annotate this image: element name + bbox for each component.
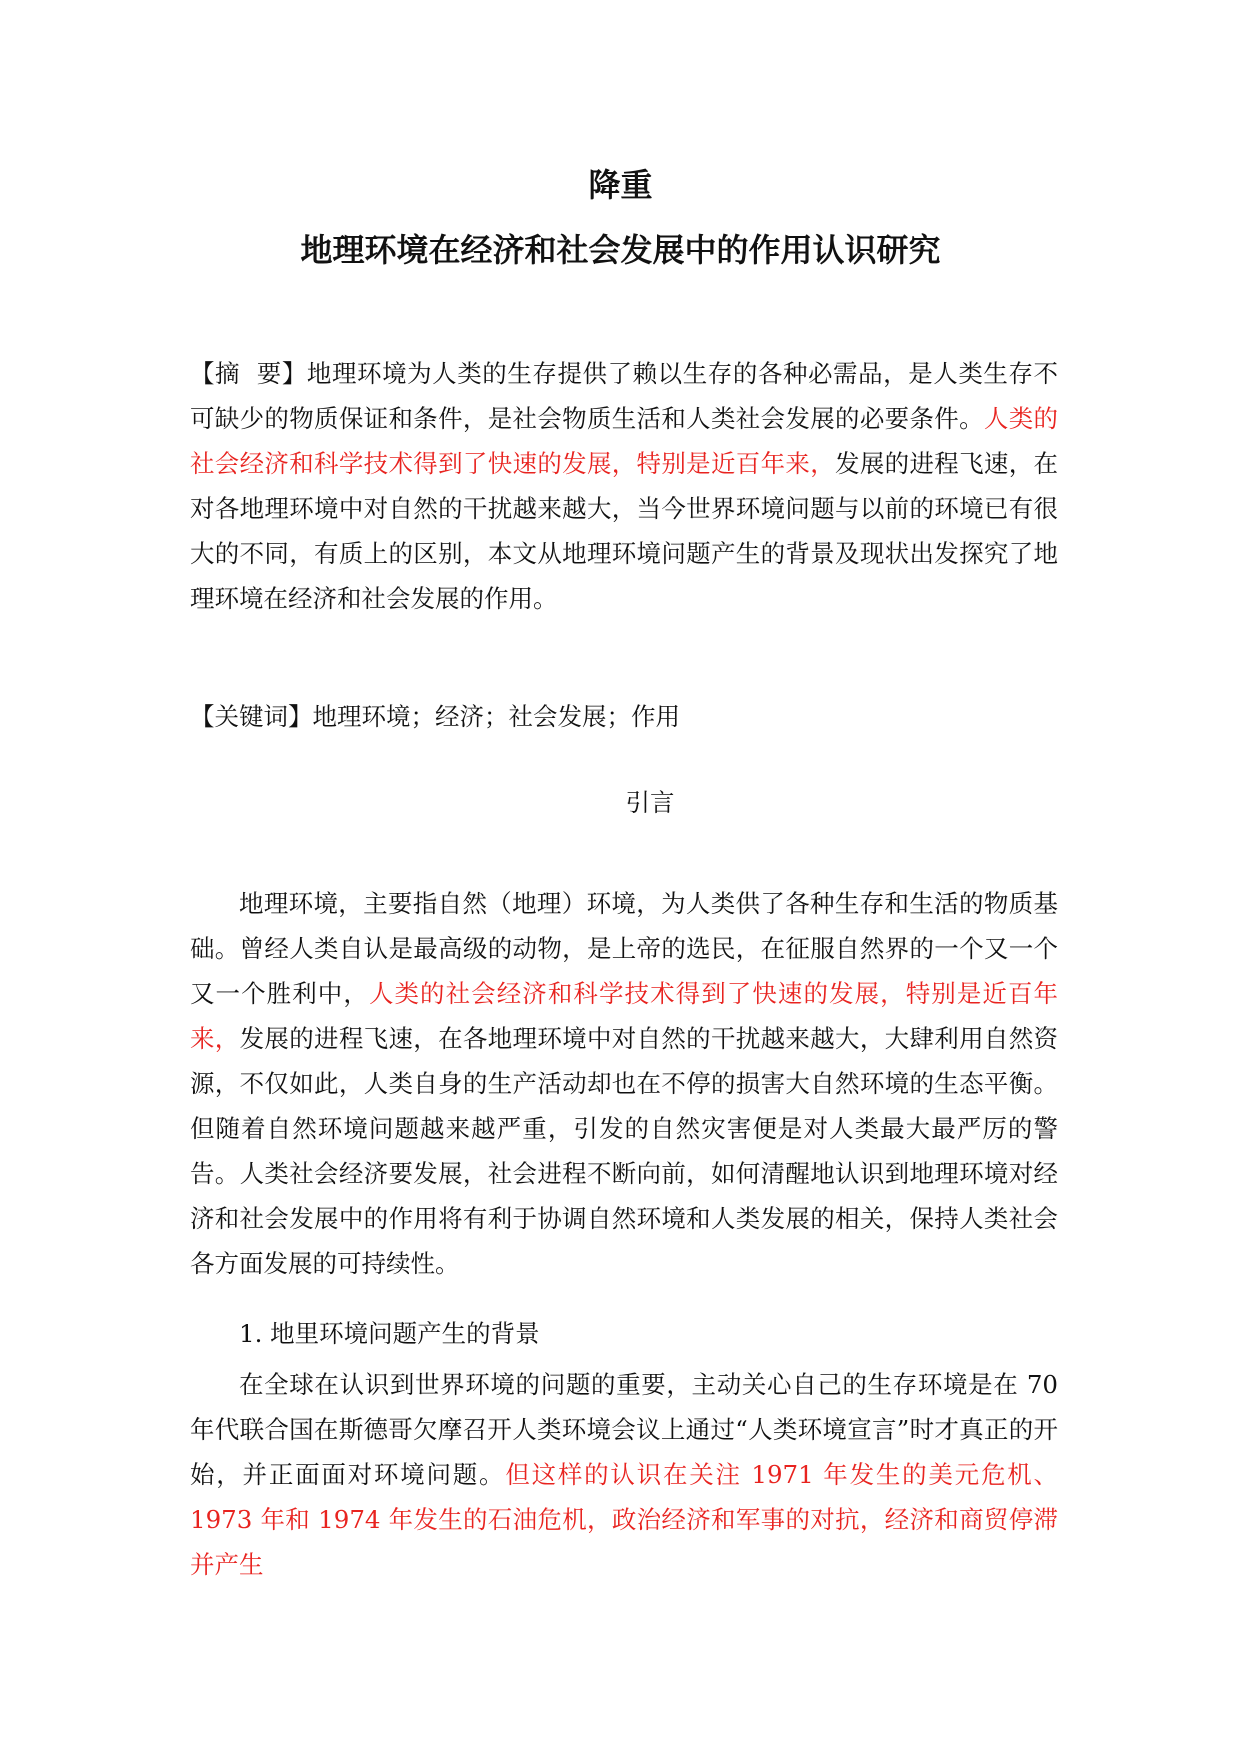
intro-text-highlight: 人类的社会经济和科学技术得到了快速的发展，特别是近百年来， [190, 979, 1059, 1053]
section1-text-highlight: 但这样的认识在关注 1971 年发生的美元危机、1973 年和 1974 年发生的石油危机，政治经济和军事的对抗，经济和商贸停滞并产生 [190, 1460, 1059, 1579]
keywords-paragraph [190, 694, 1058, 739]
intro-heading: 引言 [625, 788, 675, 817]
abstract-text-a: 地理环境为人类的生存提供了赖以生存的各种必需品，是人类生存不可缺少的物质保证和条件，是社会物质生活和人类社会发展的必要条件。 [190, 359, 1058, 433]
intro-paragraph [190, 881, 1058, 1286]
abstract-paragraph [190, 351, 1058, 621]
section1-heading: 1. 地里环境问题产生的背景 [239, 1319, 540, 1348]
section1-text-a: 在全球在认识到世界环境的问题的重要，主动关心自己的生存环境是在 70 年代联合国在斯德哥欠摩召开人类环境会议上通过“人类环境宣言”时才真正的开始，并正面面对环境问题。 [190, 1370, 1058, 1489]
section1-paragraph [190, 1362, 1058, 1587]
intro-text-b: 发展的进程飞速，在各地理环境中对自然的干扰越来越大，大肆利用自然资源，不仅如此，人类自身的生产活动却也在不停的损害大自然环境的生态平衡。但随着自然环境问题越来越严重，引发的自然灾害便是对人类最大最严厉的警告。人类社会经济要发展，社会进程不断向前，如何清醒地认识到地理环境对经济和社会发展中的作用将有利于协调自然环境和人类发展的相关，保持人类社会各方面发展的可持续性。 [190, 1024, 1059, 1278]
abstract-text-highlight: 人类的社会经济和科学技术得到了快速的发展，特别是近百年来， [190, 404, 1059, 478]
document-title-line1: 降重 [588, 166, 653, 204]
intro-text-a: 地理环境，主要指自然（地理）环境，为人类供了各种生存和生活的物质基础。曾经人类自认是最高级的动物，是上帝的选民，在征服自然界的一个又一个又一个胜利中， [190, 889, 1058, 1008]
abstract-text-b: 发展的进程飞速，在对各地理环境中对自然的干扰越来越大，当今世界环境问题与以前的环境已有很大的不同，有质上的区别，本文从地理环境问题产生的背景及现状出发探究了地理环境在经济和社会发展的作用。 [190, 449, 1059, 613]
keywords-label: 【关键词】 [190, 702, 313, 731]
document-title-line2: 地理环境在经济和社会发展中的作用认识研究 [300, 231, 941, 269]
abstract-label: 【摘 要】 [190, 359, 307, 388]
keywords-text: 地理环境；经济；社会发展；作用 [312, 702, 680, 731]
